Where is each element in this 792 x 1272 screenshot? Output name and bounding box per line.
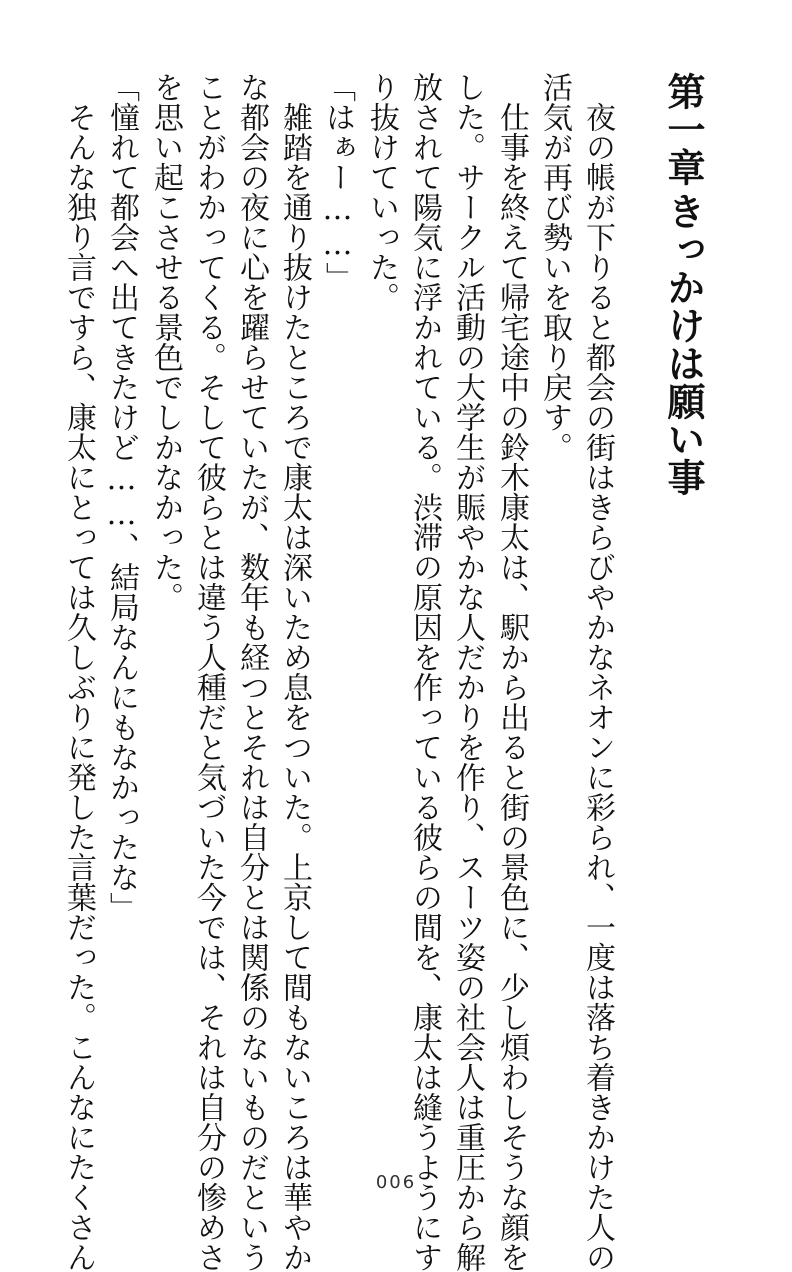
text-line: 放されて陽気に浮かれている。渋滞の原因を作っている彼らの間を、康太は縫うようにす bbox=[407, 72, 442, 1272]
text-line: ことがわかってくる。そして彼らとは違う人種だと気づいた今では、それは自分の惨めさ bbox=[191, 72, 226, 1272]
text-line: 仕事を終えて帰宅途中の鈴木康太は、駅から出ると街の景色に、少し煩わしそうな顔を bbox=[494, 102, 529, 1272]
page-number: 006 bbox=[375, 1172, 417, 1193]
text-line: 雑踏を通り抜けたところで康太は深いため息をついた。上京して間もないころは華やか bbox=[277, 102, 312, 1272]
text-line: した。サークル活動の大学生が賑やかな人だかりを作り、スーツ姿の社会人は重圧から解 bbox=[450, 72, 485, 1272]
chapter-label: 第一章 bbox=[661, 72, 705, 186]
text-line: な都会の夜に心を躍らせていたが、数年も経つとそれは自分とは関係のないものだという bbox=[234, 72, 269, 1272]
text-line: 活気が再び勢いを取り戻す。 bbox=[537, 72, 572, 462]
chapter-title: きっかけは願い事 bbox=[661, 192, 705, 496]
text-line: 「はぁー……」 bbox=[320, 72, 355, 292]
text-line: 夜の帳が下りると都会の街はきらびやかなネオンに彩られ、一度は落ち着きかけた人の bbox=[580, 102, 615, 1272]
text-line: り抜けていった。 bbox=[364, 72, 399, 312]
text-line: そんな独り言ですら、康太にとっては久しぶりに発した言葉だった。こんなにたくさん bbox=[61, 102, 96, 1272]
text-line: 「憧れて都会へ出てきたけど……、結局なんにもなかったな」 bbox=[104, 72, 139, 922]
text-line: を思い起こさせる景色でしかなかった。 bbox=[148, 72, 183, 612]
